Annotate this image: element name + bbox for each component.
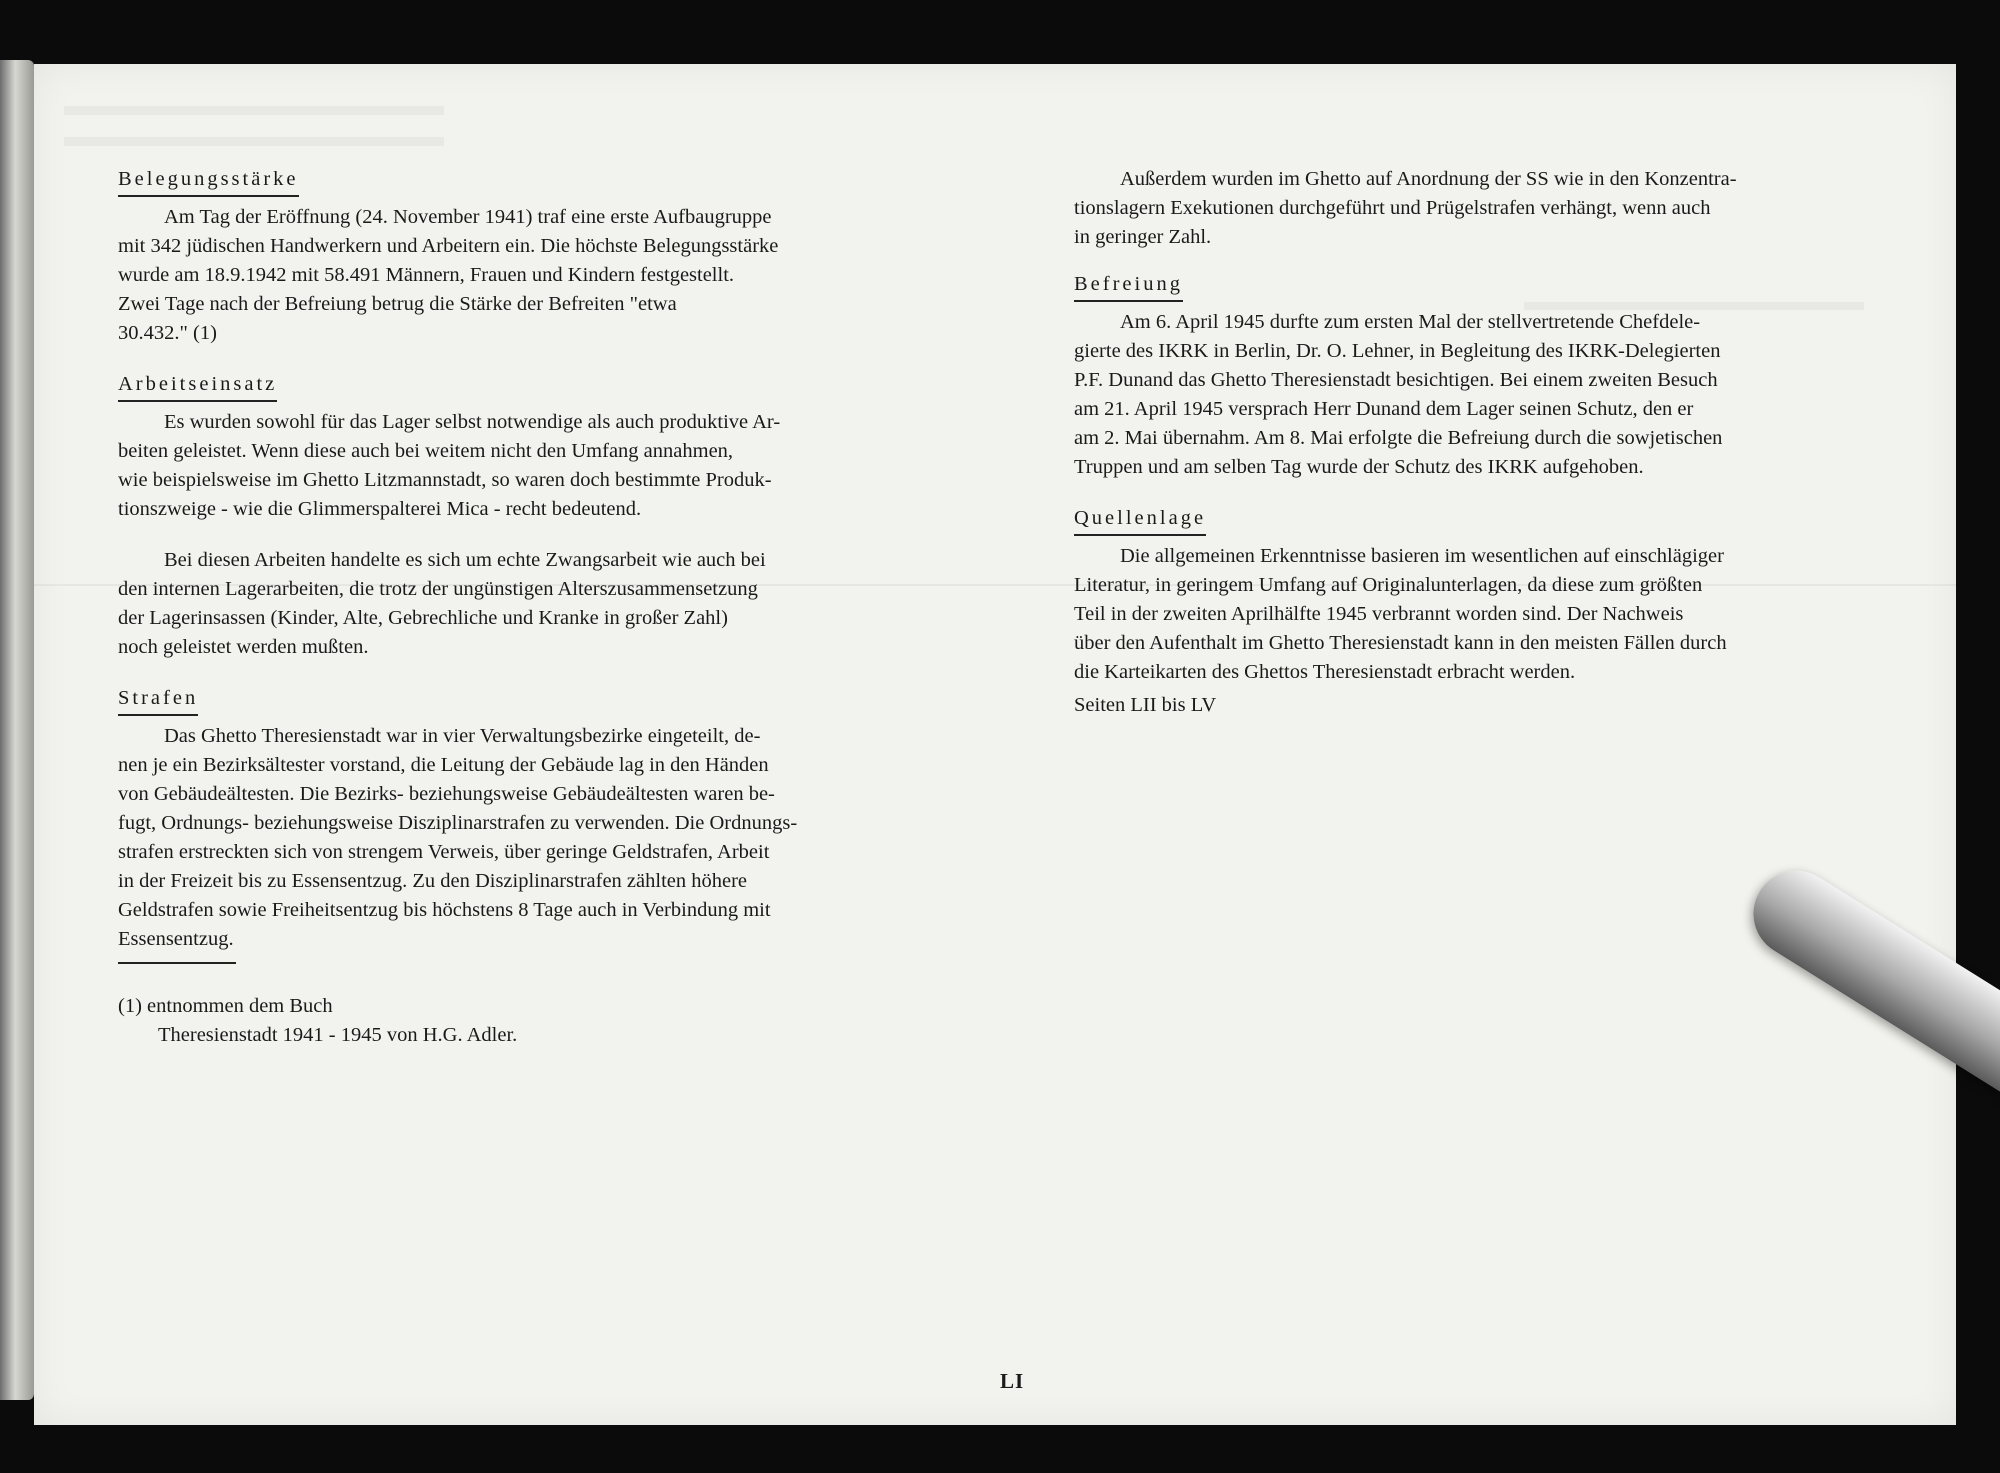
text-line: fugt, Ordnungs- beziehungsweise Disziplinarstrafen zu verwenden. Die Ordnungs- xyxy=(118,812,798,834)
text-line: Am Tag der Eröffnung (24. November 1941) traf eine erste Aufbaugruppe xyxy=(164,206,772,228)
text-line: Truppen und am selben Tag wurde der Schutz des IKRK aufgehoben. xyxy=(1074,456,1644,478)
text-line: mit 342 jüdischen Handwerkern und Arbeitern ein. Die höchste Belegungsstärke xyxy=(118,235,779,257)
book-binding-edge xyxy=(0,60,34,1400)
closing-reference: Seiten LII bis LV xyxy=(1074,694,1217,716)
text-line: Literatur, in geringem Umfang auf Originalunterlagen, da diese zum größten xyxy=(1074,574,1703,596)
text-line: P.F. Dunand das Ghetto Theresienstadt besichtigen. Bei einem zweiten Besuch xyxy=(1074,369,1718,391)
text-line: noch geleistet werden mußten. xyxy=(118,636,369,658)
text-line: 30.432." (1) xyxy=(118,322,217,344)
intro-paragraph xyxy=(1074,165,1929,252)
section-heading: Quellenlage xyxy=(1074,504,1206,536)
text-line: tionslagern Exekutionen durchgeführt und Prügelstrafen verhängt, wenn auch xyxy=(1074,197,1711,219)
text-line: Essensentzug. xyxy=(118,928,234,950)
section-arbeitseinsatz xyxy=(118,370,988,662)
section-paragraph xyxy=(118,546,988,662)
text-line: Es wurden sowohl für das Lager selbst notwendige als auch produktive Ar- xyxy=(164,411,781,433)
document-page xyxy=(34,64,1956,1425)
text-line: über den Aufenthalt im Ghetto Theresienstadt kann in den meisten Fällen durch xyxy=(1074,632,1727,654)
text-line: die Karteikarten des Ghettos Theresienstadt erbracht werden. xyxy=(1074,661,1576,683)
section-befreiung xyxy=(1074,270,1929,482)
section-heading: Strafen xyxy=(118,684,198,716)
text-line: der Lagerinsassen (Kinder, Alte, Gebrechliche und Kranke in großer Zahl) xyxy=(118,607,728,629)
text-line: in geringer Zahl. xyxy=(1074,226,1212,248)
text-line: tionszweige - wie die Glimmerspalterei Mica - recht bedeutend. xyxy=(118,498,642,520)
text-line: in der Freizeit bis zu Essensentzug. Zu den Disziplinarstrafen zählten höhere xyxy=(118,870,748,892)
text-line: wie beispielsweise im Ghetto Litzmannstadt, so waren doch bestimmte Produk- xyxy=(118,469,772,491)
section-heading: Belegungsstärke xyxy=(118,165,299,197)
text-line: am 2. Mai übernahm. Am 8. Mai erfolgte die Befreiung durch die sowjetischen xyxy=(1074,427,1723,449)
section-paragraph xyxy=(118,722,988,954)
footnote-divider xyxy=(118,962,236,964)
text-line: Geldstrafen sowie Freiheitsentzug bis höchstens 8 Tage auch in Verbindung mit xyxy=(118,899,771,921)
section-heading: Befreiung xyxy=(1074,270,1183,302)
text-line: Am 6. April 1945 durfte zum ersten Mal der stellvertretende Chefdele- xyxy=(1120,311,1701,333)
text-line: Die allgemeinen Erkenntnisse basieren im wesentlichen auf einschlägiger xyxy=(1120,545,1724,567)
footnote-line: Theresienstadt 1941 - 1945 von H.G. Adler. xyxy=(158,1024,518,1046)
text-line: beiten geleistet. Wenn diese auch bei weitem nicht den Umfang annahmen, xyxy=(118,440,734,462)
text-line: gierte des IKRK in Berlin, Dr. O. Lehner, in Begleitung des IKRK-Delegierten xyxy=(1074,340,1721,362)
footnote xyxy=(118,992,988,1050)
left-column xyxy=(118,165,988,1050)
section-paragraph xyxy=(1074,308,1929,482)
right-column xyxy=(1074,165,1929,720)
text-line: Das Ghetto Theresienstadt war in vier Verwaltungsbezirke eingeteilt, de- xyxy=(164,725,761,747)
text-line: am 21. April 1945 versprach Herr Dunand dem Lager seinen Schutz, den er xyxy=(1074,398,1694,420)
text-line: Außerdem wurden im Ghetto auf Anordnung der SS wie in den Konzentra- xyxy=(1120,168,1737,190)
page-number: LI xyxy=(1000,1369,1025,1393)
text-line: Zwei Tage nach der Befreiung betrug die Stärke der Befreiten "etwa xyxy=(118,293,677,315)
section-paragraph xyxy=(1074,542,1929,687)
text-line: nen je ein Bezirksältester vorstand, die Leitung der Gebäude lag in den Händen xyxy=(118,754,769,776)
footnote-line: (1) entnommen dem Buch xyxy=(118,995,333,1017)
text-line: Bei diesen Arbeiten handelte es sich um echte Zwangsarbeit wie auch bei xyxy=(164,549,766,571)
section-belegungsstaerke xyxy=(118,165,988,348)
section-paragraph xyxy=(118,203,988,348)
text-line: den internen Lagerarbeiten, die trotz der ungünstigen Alterszusammensetzung xyxy=(118,578,758,600)
text-line: Teil in der zweiten Aprilhälfte 1945 verbrannt worden sind. Der Nachweis xyxy=(1074,603,1684,625)
section-paragraph xyxy=(118,408,988,524)
text-line: wurde am 18.9.1942 mit 58.491 Männern, Frauen und Kindern festgestellt. xyxy=(118,264,735,286)
text-line: strafen erstreckten sich von strengem Verweis, über geringe Geldstrafen, Arbeit xyxy=(118,841,770,863)
bleed-through-mark xyxy=(64,106,444,146)
section-strafen xyxy=(118,684,988,954)
section-heading: Arbeitseinsatz xyxy=(118,370,277,402)
section-quellenlage xyxy=(1074,504,1929,687)
text-line: von Gebäudeältesten. Die Bezirks- beziehungsweise Gebäudeältesten waren be- xyxy=(118,783,775,805)
